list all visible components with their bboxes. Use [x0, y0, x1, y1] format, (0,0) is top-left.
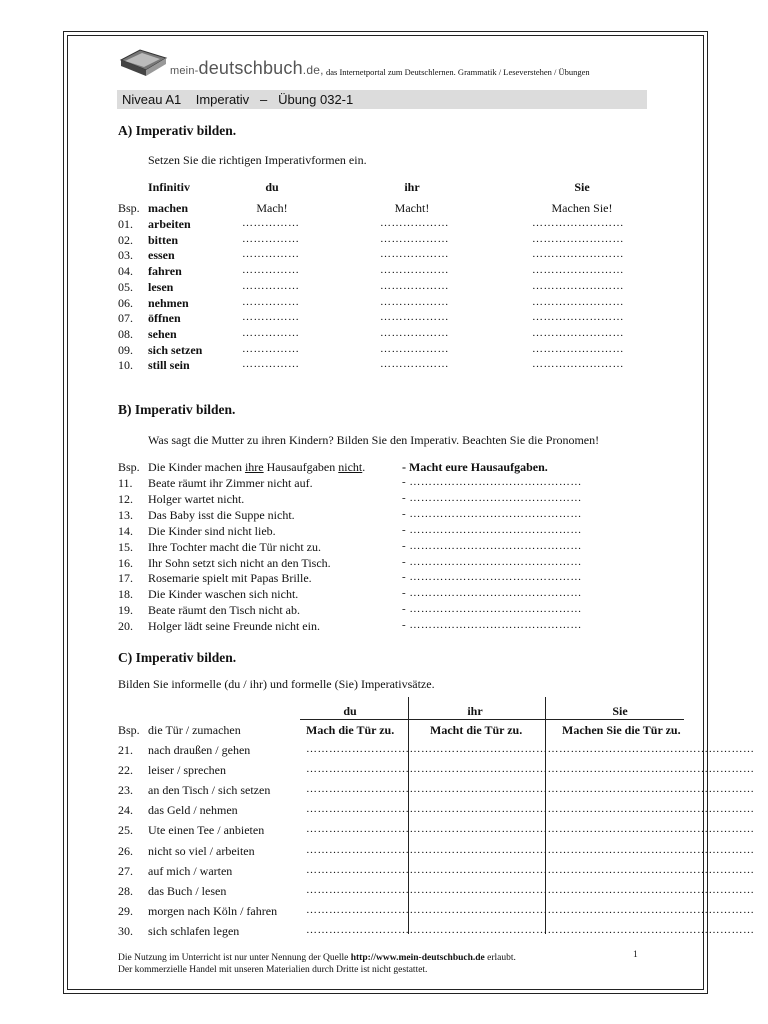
answer-field-sie[interactable]: …………………… [532, 217, 624, 229]
answer-field-sie[interactable]: …………………… [532, 264, 624, 277]
answer-field-du[interactable]: …………… [242, 358, 300, 371]
example-verb: machen [148, 201, 188, 215]
sentence: Ihr Sohn setzt sich nicht an den Tisch. [148, 555, 331, 570]
answer-field-sie[interactable]: …………………… [532, 279, 624, 292]
answer-field-ihr[interactable]: ……………… [380, 311, 449, 324]
row-number: 08. [118, 326, 133, 341]
sentence: Die Kinder sind nicht lieb. [148, 523, 276, 538]
prompt-text: nicht so viel / arbeiten [148, 843, 255, 858]
sentence: Holger lädt seine Freunde nicht ein. [148, 619, 320, 634]
verb-infinitive: essen [148, 248, 175, 263]
row-number: 12. [118, 491, 133, 506]
row-number: 26. [118, 843, 133, 858]
section-a-instruction: Setzen Sie die richtigen Imperativformen ein. [148, 153, 367, 167]
answer-field-ihr[interactable]: ……………… [380, 264, 449, 277]
table-header-rule [300, 719, 684, 720]
verb-infinitive: lesen [148, 279, 174, 294]
row-number: 04. [118, 264, 133, 279]
row-number: 16. [118, 555, 133, 570]
verb-infinitive: arbeiten [148, 217, 191, 231]
book-logo-icon [118, 46, 168, 78]
footer-line-1: Die Nutzung im Unterricht ist nur unter Nennung der Quelle http://www.mein-deutschbuch.de erlaubt. [118, 953, 516, 963]
verb-infinitive: bitten [148, 232, 178, 247]
row-number: 02. [118, 232, 133, 247]
section-c-heading: C) Imperativ bilden. [118, 650, 237, 665]
sentence: Beate räumt den Tisch nicht ab. [148, 603, 300, 618]
sentence: Die Kinder waschen sich nicht. [148, 587, 299, 602]
answer-field-du[interactable]: …………… [242, 342, 300, 355]
answer-field-du[interactable]: …………… [242, 264, 300, 277]
answer-field-sie[interactable]: …………………… [532, 248, 624, 261]
answer-line[interactable]: - ……………………………………… [402, 603, 582, 616]
answer-line[interactable]: ……………………………………………………………………………………………………… [306, 803, 755, 816]
verb-infinitive: fahren [148, 264, 182, 279]
row-number: 23. [118, 783, 133, 798]
answer-field-du[interactable]: …………… [242, 248, 300, 261]
prompt-text: das Geld / nehmen [148, 803, 238, 818]
answer-line[interactable]: - ……………………………………… [402, 523, 582, 536]
row-number: 06. [118, 295, 133, 310]
section-c-instruction: Bilden Sie informelle (du / ihr) und formelle (Sie) Imperativsätze. [118, 677, 435, 691]
table-divider-2 [545, 697, 546, 934]
example-sie: Machen Sie! [551, 201, 613, 215]
example-label: Bsp. [118, 723, 140, 737]
example-du: Mach! [256, 201, 288, 215]
row-number: 30. [118, 923, 133, 938]
answer-line[interactable]: - ……………………………………… [402, 507, 582, 520]
answer-field-ihr[interactable]: ……………… [380, 295, 449, 308]
prompt-text: sich schlafen legen [148, 923, 240, 938]
row-number: 28. [118, 883, 133, 898]
answer-field-sie[interactable]: …………………… [532, 232, 624, 245]
row-number: 07. [118, 311, 133, 326]
row-number: 21. [118, 743, 133, 757]
row-number: 24. [118, 803, 133, 818]
example-text: die Tür / zumachen [148, 723, 241, 737]
prompt-text: nach draußen / gehen [148, 743, 251, 757]
answer-line[interactable]: ……………………………………………………………………………………………………… [306, 923, 755, 936]
answer-line[interactable]: ……………………………………………………………………………………………………… [306, 783, 755, 796]
col-header-sie: Sie [612, 704, 628, 718]
example-label: Bsp. [118, 201, 140, 215]
answer-field-du[interactable]: …………… [242, 217, 300, 229]
answer-line[interactable]: ……………………………………………………………………………………………………… [306, 883, 755, 896]
col-header-infinitiv: Infinitiv [148, 180, 191, 194]
site-tagline: das Internetportal zum Deutschlernen. Grammatik / Leseverstehen / Übungen [326, 67, 590, 77]
answer-line[interactable]: - ……………………………………… [402, 587, 582, 600]
prompt-text: an den Tisch / sich setzen [148, 783, 271, 798]
answer-field-du[interactable]: …………… [242, 311, 300, 324]
verb-infinitive: sich setzen [148, 342, 203, 357]
row-number: 19. [118, 603, 133, 618]
col-header-ihr: ihr [467, 704, 483, 718]
sentence: Das Baby isst die Suppe nicht. [148, 507, 295, 522]
col-header-ihr: ihr [404, 180, 420, 194]
answer-line[interactable]: ……………………………………………………………………………………………………… [306, 823, 755, 836]
row-number: 01. [118, 217, 133, 231]
answer-field-du[interactable]: …………… [242, 295, 300, 308]
answer-field-ihr[interactable]: ……………… [380, 279, 449, 292]
row-number: 27. [118, 863, 133, 878]
example-sie: Machen Sie die Tür zu. [562, 723, 681, 737]
row-number: 20. [118, 619, 133, 634]
answer-line[interactable]: ……………………………………………………………………………………………………… [306, 743, 755, 755]
prompt-text: auf mich / warten [148, 863, 233, 878]
answer-field-ihr[interactable]: ……………… [380, 326, 449, 339]
row-number: 03. [118, 248, 133, 263]
sentence: Holger wartet nicht. [148, 491, 245, 506]
row-number: 05. [118, 279, 133, 294]
answer-line[interactable]: - ……………………………………… [402, 555, 582, 568]
section-a-heading: A) Imperativ bilden. [118, 123, 237, 138]
answer-field-ihr[interactable]: ……………… [380, 232, 449, 245]
prompt-text: Ute einen Tee / anbieten [148, 823, 265, 838]
verb-infinitive: still sein [148, 358, 190, 373]
answer-line[interactable]: ……………………………………………………………………………………………………… [306, 763, 755, 776]
answer-field-sie[interactable]: …………………… [532, 295, 624, 308]
sentence: Ihre Tochter macht die Tür nicht zu. [148, 539, 321, 554]
example-ihr: Macht die Tür zu. [430, 723, 523, 737]
answer-field-ihr[interactable]: ……………… [380, 358, 449, 371]
verb-infinitive: öffnen [148, 311, 181, 326]
footer-line-2: Der kommerzielle Handel mit unseren Materialien durch Dritte ist nicht gestattet. [118, 965, 428, 975]
answer-line[interactable]: ……………………………………………………………………………………………………… [306, 843, 755, 856]
row-number: 10. [118, 358, 133, 373]
answer-line[interactable]: - ……………………………………… [402, 571, 582, 584]
answer-field-sie[interactable]: …………………… [532, 311, 624, 324]
col-header-sie: Sie [574, 180, 590, 194]
site-logo-text: mein-deutschbuch.de, [170, 58, 324, 78]
row-number: 15. [118, 539, 133, 554]
answer-field-sie[interactable]: …………………… [532, 358, 624, 371]
verb-infinitive: nehmen [148, 295, 189, 310]
answer-field-du[interactable]: …………… [242, 326, 300, 339]
answer-line[interactable]: - ……………………………………… [402, 491, 582, 504]
answer-line[interactable]: ……………………………………………………………………………………………………… [306, 903, 755, 916]
prompt-text: das Buch / lesen [148, 883, 227, 898]
example-label: Bsp. [118, 460, 140, 474]
answer-line[interactable]: - ……………………………………… [402, 539, 582, 552]
table-divider-1 [408, 697, 409, 934]
answer-field-ihr[interactable]: ……………… [380, 217, 449, 229]
answer-field-du[interactable]: …………… [242, 279, 300, 292]
example-answer: - Macht eure Hausaufgaben. [402, 460, 548, 474]
example-du: Mach die Tür zu. [306, 723, 395, 737]
col-header-du: du [343, 704, 357, 718]
answer-field-sie[interactable]: …………………… [532, 342, 624, 355]
row-number: 18. [118, 587, 133, 602]
row-number: 13. [118, 507, 133, 522]
row-number: 29. [118, 903, 133, 918]
col-header-du: du [265, 180, 279, 194]
section-b-heading: B) Imperativ bilden. [118, 402, 236, 417]
row-number: 11. [118, 476, 133, 490]
page-number: 1 [633, 950, 638, 960]
level-title: Niveau A1 Imperativ – Übung 032-1 [122, 92, 354, 107]
answer-field-ihr[interactable]: ……………… [380, 342, 449, 355]
answer-field-du[interactable]: …………… [242, 232, 300, 245]
row-number: 09. [118, 342, 133, 357]
row-number: 25. [118, 823, 133, 838]
example-sentence: Die Kinder machen ihre Hausaufgaben nicht. [148, 460, 366, 474]
prompt-text: morgen nach Köln / fahren [148, 903, 278, 918]
answer-field-sie[interactable]: …………………… [532, 326, 624, 339]
row-number: 22. [118, 763, 133, 778]
answer-line[interactable]: ……………………………………………………………………………………………………… [306, 863, 755, 876]
prompt-text: leiser / sprechen [148, 763, 226, 778]
answer-field-ihr[interactable]: ……………… [380, 248, 449, 261]
sentence: Rosemarie spielt mit Papas Brille. [148, 571, 312, 586]
answer-line[interactable]: - ……………………………………… [402, 476, 582, 488]
section-b-instruction: Was sagt die Mutter zu ihren Kindern? Bilden Sie den Imperativ. Beachten Sie die Pronomen! [148, 433, 600, 447]
row-number: 17. [118, 571, 133, 586]
row-number: 14. [118, 523, 133, 538]
example-ihr: Macht! [394, 201, 430, 215]
answer-line[interactable]: - ……………………………………… [402, 619, 582, 632]
sentence: Beate räumt ihr Zimmer nicht auf. [148, 476, 313, 490]
verb-infinitive: sehen [148, 326, 177, 341]
